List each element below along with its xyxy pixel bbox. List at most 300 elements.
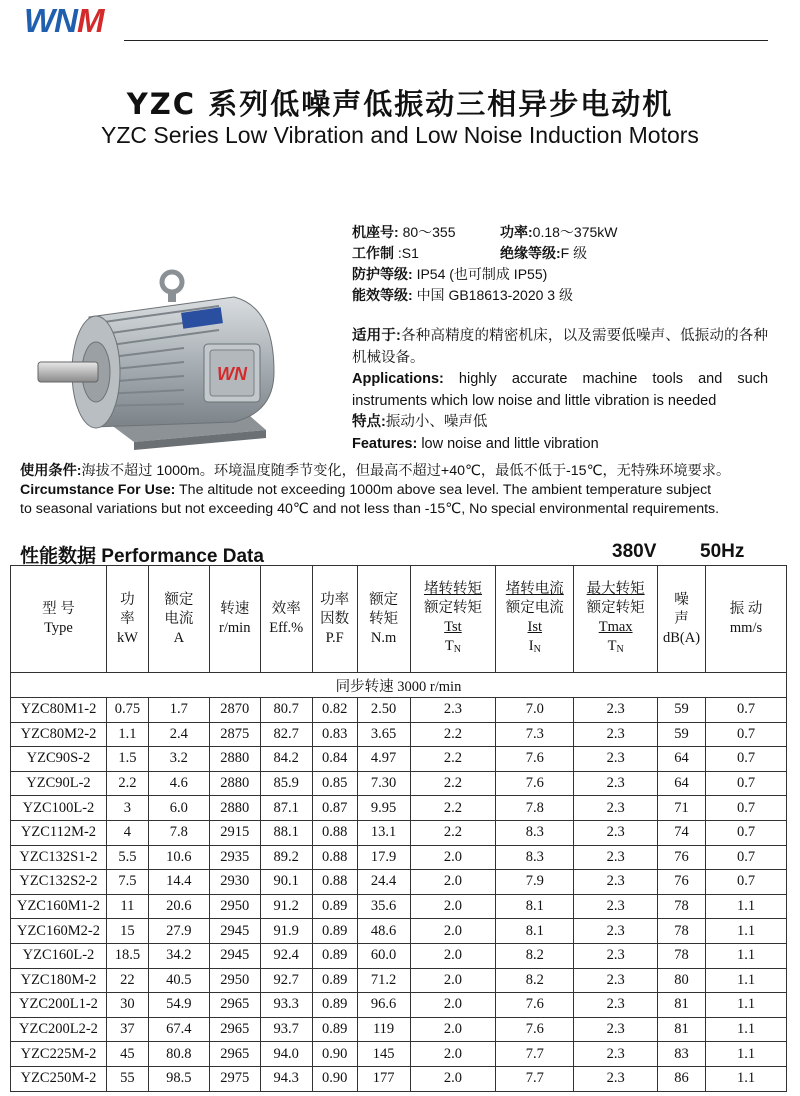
cell-vibration: 0.7 xyxy=(706,796,787,821)
protection-label: 防护等级: xyxy=(352,266,413,282)
cell-vibration: 0.7 xyxy=(706,722,787,747)
cell-noise-db: 59 xyxy=(658,698,706,723)
cell-rated-torque: 35.6 xyxy=(357,894,410,919)
cell-vibration: 1.1 xyxy=(706,894,787,919)
header-eff-cn: 效率 xyxy=(271,601,301,617)
brand-logo xyxy=(24,2,103,40)
performance-title: 性能数据 Performance Data xyxy=(20,546,264,567)
header-power-cn2: 率 xyxy=(120,610,135,627)
header-torque-cn1: 额定 xyxy=(369,591,399,608)
cell-starting-current-ratio: 8.1 xyxy=(496,919,574,944)
cell-power-factor: 0.90 xyxy=(312,1042,357,1067)
header-noise xyxy=(658,566,706,673)
cell-type: YZC80M2-2 xyxy=(11,722,107,747)
cell-max-torque-ratio: 2.3 xyxy=(574,993,658,1018)
cell-power-factor: 0.84 xyxy=(312,747,357,772)
header-pf-cn1: 功率 xyxy=(320,591,350,608)
cell-speed-rpm: 2965 xyxy=(209,1017,260,1042)
header-pf-unit: P.F xyxy=(325,629,344,646)
cell-power-kw: 45 xyxy=(106,1042,148,1067)
cell-starting-current-ratio: 8.2 xyxy=(496,943,574,968)
cell-starting-current-ratio: 8.2 xyxy=(496,968,574,993)
cell-noise-db: 78 xyxy=(658,919,706,944)
cell-max-torque-ratio: 2.3 xyxy=(574,943,658,968)
cell-starting-torque-ratio: 2.2 xyxy=(410,747,496,772)
power-value: 0.18～375kW xyxy=(532,224,618,240)
cell-speed-rpm: 2915 xyxy=(209,820,260,845)
conditions-en xyxy=(20,481,780,500)
cell-efficiency: 92.4 xyxy=(260,943,312,968)
header-current-cn2: 电流 xyxy=(164,610,194,627)
cell-type: YZC160M2-2 xyxy=(11,919,107,944)
cell-power-kw: 18.5 xyxy=(106,943,148,968)
cell-power-factor: 0.88 xyxy=(312,820,357,845)
cell-power-kw: 4 xyxy=(106,820,148,845)
header-speed-unit: r/min xyxy=(219,620,251,636)
cell-current-a: 80.8 xyxy=(148,1042,209,1067)
table-row xyxy=(11,1017,787,1042)
cell-speed-rpm: 2875 xyxy=(209,722,260,747)
cell-speed-rpm: 2975 xyxy=(209,1066,260,1091)
table-row xyxy=(11,796,787,821)
cell-speed-rpm: 2880 xyxy=(209,747,260,772)
cell-starting-torque-ratio: 2.0 xyxy=(410,1042,496,1067)
conditions-cn xyxy=(20,462,780,481)
cell-max-torque-ratio: 2.3 xyxy=(574,919,658,944)
cell-power-kw: 7.5 xyxy=(106,870,148,895)
cell-noise-db: 83 xyxy=(658,1042,706,1067)
cell-starting-torque-ratio: 2.0 xyxy=(410,870,496,895)
header-sc-num: Ist xyxy=(527,618,543,635)
application-en-text: highly accurate machine tools and such instruments which low noise and little vibration is needed xyxy=(352,371,769,409)
cell-efficiency: 89.2 xyxy=(260,845,312,870)
performance-voltage: 380V xyxy=(612,541,657,562)
cell-power-kw: 11 xyxy=(106,894,148,919)
cell-power-factor: 0.87 xyxy=(312,796,357,821)
cell-starting-current-ratio: 7.6 xyxy=(496,771,574,796)
cell-vibration: 1.1 xyxy=(706,968,787,993)
cell-starting-current-ratio: 7.0 xyxy=(496,698,574,723)
application-cn-label: 适用于: xyxy=(352,328,401,344)
cell-rated-torque: 17.9 xyxy=(357,845,410,870)
application-cn-text: 各种高精度的精密机床，以及需要低噪声、低振动的各种机械设备。 xyxy=(352,328,768,366)
cell-efficiency: 94.0 xyxy=(260,1042,312,1067)
header-vibration xyxy=(706,566,787,673)
sync-speed-label: 同步转速 3000 r/min xyxy=(11,673,787,698)
cell-max-torque-ratio: 2.3 xyxy=(574,1066,658,1091)
application-en xyxy=(352,369,768,412)
cell-max-torque-ratio: 2.3 xyxy=(574,1042,658,1067)
cell-type: YZC100L-2 xyxy=(11,796,107,821)
cell-efficiency: 90.1 xyxy=(260,870,312,895)
cell-current-a: 98.5 xyxy=(148,1066,209,1091)
cell-current-a: 4.6 xyxy=(148,771,209,796)
feature-en xyxy=(352,434,768,456)
header-torque xyxy=(357,566,410,673)
cell-vibration: 1.1 xyxy=(706,1066,787,1091)
cell-noise-db: 74 xyxy=(658,820,706,845)
table-body xyxy=(11,673,787,1092)
cell-speed-rpm: 2870 xyxy=(209,698,260,723)
cell-starting-current-ratio: 7.9 xyxy=(496,870,574,895)
header-st-cn1: 堵转转矩 xyxy=(423,580,482,597)
table-row xyxy=(11,1042,787,1067)
cell-current-a: 54.9 xyxy=(148,993,209,1018)
header-type-cn: 型 号 xyxy=(42,601,75,617)
cell-power-factor: 0.88 xyxy=(312,845,357,870)
cell-efficiency: 80.7 xyxy=(260,698,312,723)
header-type-en: Type xyxy=(44,620,73,636)
cell-noise-db: 64 xyxy=(658,771,706,796)
power-label: 功率: xyxy=(500,224,533,240)
header-current-cn1: 额定 xyxy=(164,591,194,608)
cell-power-factor: 0.89 xyxy=(312,943,357,968)
header-divider xyxy=(124,40,768,41)
cell-starting-torque-ratio: 2.0 xyxy=(410,894,496,919)
cell-starting-current-ratio: 8.1 xyxy=(496,894,574,919)
cell-starting-current-ratio: 7.8 xyxy=(496,796,574,821)
cell-noise-db: 81 xyxy=(658,993,706,1018)
cell-starting-current-ratio: 7.6 xyxy=(496,747,574,772)
cell-max-torque-ratio: 2.3 xyxy=(574,747,658,772)
cell-rated-torque: 145 xyxy=(357,1042,410,1067)
cell-max-torque-ratio: 2.3 xyxy=(574,845,658,870)
cell-starting-torque-ratio: 2.0 xyxy=(410,919,496,944)
cell-type: YZC160M1-2 xyxy=(11,894,107,919)
cell-starting-current-ratio: 8.3 xyxy=(496,820,574,845)
spec-row-protection xyxy=(352,264,772,285)
conditions-cn-label: 使用条件: xyxy=(20,463,82,479)
cell-type: YZC112M-2 xyxy=(11,820,107,845)
table-row xyxy=(11,845,787,870)
cell-starting-torque-ratio: 2.0 xyxy=(410,943,496,968)
header-power-unit: kW xyxy=(116,629,138,646)
cell-speed-rpm: 2880 xyxy=(209,771,260,796)
cell-noise-db: 59 xyxy=(658,722,706,747)
cell-vibration: 0.7 xyxy=(706,845,787,870)
header-vib-cn: 振 动 xyxy=(729,601,763,617)
header-sc-den-sub: N xyxy=(533,643,541,655)
table-row xyxy=(11,943,787,968)
cell-starting-current-ratio: 7.7 xyxy=(496,1042,574,1067)
header-mt-den-sub: N xyxy=(616,643,624,655)
table-row xyxy=(11,894,787,919)
header-power-factor xyxy=(312,566,357,673)
cell-current-a: 27.9 xyxy=(148,919,209,944)
cell-rated-torque: 7.30 xyxy=(357,771,410,796)
header-current xyxy=(148,566,209,673)
page-title-en: YZC Series Low Vibration and Low Noise Induction Motors xyxy=(101,122,699,148)
feature-cn xyxy=(352,412,768,434)
feature-cn-label: 特点: xyxy=(352,414,386,430)
conditions-en-label: Circumstance For Use: xyxy=(20,482,176,498)
cell-noise-db: 78 xyxy=(658,943,706,968)
cell-type: YZC200L1-2 xyxy=(11,993,107,1018)
cell-starting-current-ratio: 7.3 xyxy=(496,722,574,747)
cell-efficiency: 91.2 xyxy=(260,894,312,919)
cell-efficiency: 85.9 xyxy=(260,771,312,796)
cell-power-kw: 3 xyxy=(106,796,148,821)
cell-type: YZC250M-2 xyxy=(11,1066,107,1091)
cell-power-factor: 0.88 xyxy=(312,870,357,895)
table-row xyxy=(11,919,787,944)
header-starting-torque xyxy=(410,566,496,673)
cell-starting-current-ratio: 7.6 xyxy=(496,1017,574,1042)
spec-row-frame-power xyxy=(352,222,772,243)
cell-power-factor: 0.82 xyxy=(312,698,357,723)
page-title-cn: YZC 系列低噪声低振动三相异步电动机 xyxy=(126,87,674,121)
cell-rated-torque: 96.6 xyxy=(357,993,410,1018)
duty-label: 工作制 xyxy=(352,245,394,261)
conditions-en-text: The altitude not exceeding 1000m above sea level. The ambient temperature subject xyxy=(179,482,712,498)
cell-power-kw: 55 xyxy=(106,1066,148,1091)
cell-vibration: 1.1 xyxy=(706,1042,787,1067)
application-cn xyxy=(352,326,768,369)
cell-current-a: 40.5 xyxy=(148,968,209,993)
cell-type: YZC90L-2 xyxy=(11,771,107,796)
cell-power-factor: 0.83 xyxy=(312,722,357,747)
cell-noise-db: 81 xyxy=(658,1017,706,1042)
cell-max-torque-ratio: 2.3 xyxy=(574,1017,658,1042)
cell-vibration: 0.7 xyxy=(706,747,787,772)
cell-vibration: 1.1 xyxy=(706,919,787,944)
table-row xyxy=(11,771,787,796)
cell-vibration: 0.7 xyxy=(706,771,787,796)
header-power xyxy=(106,566,148,673)
cell-starting-torque-ratio: 2.0 xyxy=(410,993,496,1018)
cell-noise-db: 80 xyxy=(658,968,706,993)
cell-type: YZC132S2-2 xyxy=(11,870,107,895)
cell-power-kw: 22 xyxy=(106,968,148,993)
cell-starting-torque-ratio: 2.0 xyxy=(410,968,496,993)
cell-power-kw: 1.5 xyxy=(106,747,148,772)
cell-speed-rpm: 2965 xyxy=(209,993,260,1018)
logo-last-letter: M xyxy=(76,2,104,39)
cell-power-kw: 37 xyxy=(106,1017,148,1042)
cell-rated-torque: 3.65 xyxy=(357,722,410,747)
cell-power-kw: 30 xyxy=(106,993,148,1018)
cell-vibration: 0.7 xyxy=(706,820,787,845)
conditions-en-line2: to seasonal variations but not exceeding 40℃ and not less than -15℃, No special environmental requirements. xyxy=(20,501,720,517)
cell-current-a: 14.4 xyxy=(148,870,209,895)
header-mt-num: Tmax xyxy=(598,618,633,635)
cell-type: YZC200L2-2 xyxy=(11,1017,107,1042)
cell-power-factor: 0.89 xyxy=(312,919,357,944)
cell-rated-torque: 4.97 xyxy=(357,747,410,772)
cell-current-a: 1.7 xyxy=(148,698,209,723)
header-pf-cn2: 因数 xyxy=(320,610,350,627)
cell-current-a: 6.0 xyxy=(148,796,209,821)
cell-starting-torque-ratio: 2.0 xyxy=(410,1066,496,1091)
cell-max-torque-ratio: 2.3 xyxy=(574,698,658,723)
header-power-cn1: 功 xyxy=(120,591,135,608)
cell-power-factor: 0.89 xyxy=(312,1017,357,1042)
cell-type: YZC90S-2 xyxy=(11,747,107,772)
spec-row-duty-insulation xyxy=(352,243,772,264)
cell-rated-torque: 71.2 xyxy=(357,968,410,993)
cell-efficiency: 94.3 xyxy=(260,1066,312,1091)
header-st-cn2: 额定转矩 xyxy=(423,599,482,616)
table-row xyxy=(11,698,787,723)
cell-rated-torque: 48.6 xyxy=(357,919,410,944)
header-torque-unit: N.m xyxy=(370,629,397,646)
spec-row-efficiency xyxy=(352,285,772,306)
header-torque-cn2: 转矩 xyxy=(369,610,399,627)
cell-speed-rpm: 2965 xyxy=(209,1042,260,1067)
cell-starting-torque-ratio: 2.2 xyxy=(410,796,496,821)
header-st-num: Tst xyxy=(444,618,462,635)
header-starting-current xyxy=(496,566,574,673)
header-sc-cn2: 额定电流 xyxy=(505,599,564,616)
header-sc-cn1: 堵转电流 xyxy=(505,580,564,597)
cell-starting-torque-ratio: 2.0 xyxy=(410,1017,496,1042)
header-noise-cn1: 噪 xyxy=(674,591,689,608)
application-en-label: Applications: xyxy=(352,371,444,387)
table-row xyxy=(11,820,787,845)
feature-en-text: low noise and little vibration xyxy=(421,435,599,452)
header-efficiency xyxy=(260,566,312,673)
cell-power-factor: 0.89 xyxy=(312,968,357,993)
table-row xyxy=(11,993,787,1018)
cell-max-torque-ratio: 2.3 xyxy=(574,968,658,993)
cell-starting-current-ratio: 7.7 xyxy=(496,1066,574,1091)
table-row xyxy=(11,722,787,747)
cell-starting-torque-ratio: 2.3 xyxy=(410,698,496,723)
cell-max-torque-ratio: 2.3 xyxy=(574,722,658,747)
motor-badge-text: WN xyxy=(217,364,247,384)
motor-illustration xyxy=(34,262,290,450)
header-sc-den: I xyxy=(528,637,534,654)
cell-speed-rpm: 2950 xyxy=(209,894,260,919)
header-mt-cn1: 最大转矩 xyxy=(586,580,645,597)
header-speed-cn: 转速 xyxy=(220,601,250,617)
conditions-cn-text: 海拔不超过 1000m。环境温度随季节变化，但最高不超过+40℃，最低不低于-15℃，无特殊环境要求。 xyxy=(81,463,731,479)
cell-vibration: 0.7 xyxy=(706,870,787,895)
cell-speed-rpm: 2880 xyxy=(209,796,260,821)
cell-power-kw: 15 xyxy=(106,919,148,944)
performance-frequency: 50Hz xyxy=(700,541,745,562)
cell-vibration: 0.7 xyxy=(706,698,787,723)
application-section xyxy=(352,326,768,455)
protection-value: IP54 (也可制成 IP55) xyxy=(416,266,548,282)
header-vib-unit: mm/s xyxy=(729,620,763,636)
cell-speed-rpm: 2930 xyxy=(209,870,260,895)
frame-label: 机座号: xyxy=(352,224,399,240)
cell-max-torque-ratio: 2.3 xyxy=(574,820,658,845)
logo-main-text: WN xyxy=(24,2,77,39)
cell-speed-rpm: 2945 xyxy=(209,943,260,968)
cell-current-a: 3.2 xyxy=(148,747,209,772)
cell-noise-db: 76 xyxy=(658,845,706,870)
header-mt-cn2: 额定转矩 xyxy=(586,599,645,616)
cell-efficiency: 91.9 xyxy=(260,919,312,944)
cell-efficiency: 93.7 xyxy=(260,1017,312,1042)
cell-starting-torque-ratio: 2.2 xyxy=(410,722,496,747)
header-st-den-sub: N xyxy=(453,643,461,655)
cell-rated-torque: 9.95 xyxy=(357,796,410,821)
cell-efficiency: 93.3 xyxy=(260,993,312,1018)
cell-starting-torque-ratio: 2.2 xyxy=(410,820,496,845)
cell-power-kw: 2.2 xyxy=(106,771,148,796)
cell-power-factor: 0.89 xyxy=(312,894,357,919)
cell-noise-db: 76 xyxy=(658,870,706,895)
frame-value: 80～355 xyxy=(402,224,456,240)
cell-vibration: 1.1 xyxy=(706,993,787,1018)
table-row xyxy=(11,1066,787,1091)
cell-max-torque-ratio: 2.3 xyxy=(574,870,658,895)
cell-type: YZC80M1-2 xyxy=(11,698,107,723)
cell-efficiency: 82.7 xyxy=(260,722,312,747)
cell-current-a: 7.8 xyxy=(148,820,209,845)
cell-vibration: 1.1 xyxy=(706,943,787,968)
header-type xyxy=(11,566,107,673)
cell-efficiency: 87.1 xyxy=(260,796,312,821)
cell-power-kw: 0.75 xyxy=(106,698,148,723)
cell-speed-rpm: 2945 xyxy=(209,919,260,944)
cell-starting-current-ratio: 8.3 xyxy=(496,845,574,870)
cell-current-a: 34.2 xyxy=(148,943,209,968)
cell-type: YZC160L-2 xyxy=(11,943,107,968)
header-st-den: T xyxy=(444,637,454,654)
cell-speed-rpm: 2935 xyxy=(209,845,260,870)
cell-rated-torque: 119 xyxy=(357,1017,410,1042)
cell-rated-torque: 177 xyxy=(357,1066,410,1091)
usage-conditions xyxy=(20,462,780,519)
header-eff-unit: Eff.% xyxy=(269,620,304,636)
cell-vibration: 1.1 xyxy=(706,1017,787,1042)
cell-power-factor: 0.90 xyxy=(312,1066,357,1091)
cell-type: YZC132S1-2 xyxy=(11,845,107,870)
cell-noise-db: 71 xyxy=(658,796,706,821)
feature-en-label: Features: xyxy=(352,435,418,452)
table-row xyxy=(11,747,787,772)
header-speed xyxy=(209,566,260,673)
table-header-row xyxy=(11,566,787,673)
cell-power-factor: 0.89 xyxy=(312,993,357,1018)
cell-type: YZC180M-2 xyxy=(11,968,107,993)
efficiency-value: 中国 GB18613-2020 3 级 xyxy=(416,287,573,303)
cell-power-factor: 0.85 xyxy=(312,771,357,796)
cell-starting-torque-ratio: 2.2 xyxy=(410,771,496,796)
cell-noise-db: 64 xyxy=(658,747,706,772)
performance-table xyxy=(10,565,787,1092)
cell-efficiency: 92.7 xyxy=(260,968,312,993)
cell-current-a: 10.6 xyxy=(148,845,209,870)
cell-type: YZC225M-2 xyxy=(11,1042,107,1067)
cell-rated-torque: 13.1 xyxy=(357,820,410,845)
cell-current-a: 67.4 xyxy=(148,1017,209,1042)
cell-noise-db: 78 xyxy=(658,894,706,919)
cell-current-a: 20.6 xyxy=(148,894,209,919)
insulation-label: 绝缘等级: xyxy=(500,245,561,261)
cell-rated-torque: 24.4 xyxy=(357,870,410,895)
spec-list xyxy=(352,222,772,306)
cell-rated-torque: 60.0 xyxy=(357,943,410,968)
cell-max-torque-ratio: 2.3 xyxy=(574,796,658,821)
header-mt-den: T xyxy=(607,637,617,654)
cell-starting-torque-ratio: 2.0 xyxy=(410,845,496,870)
cell-speed-rpm: 2950 xyxy=(209,968,260,993)
cell-power-kw: 5.5 xyxy=(106,845,148,870)
sync-speed-row xyxy=(11,673,787,698)
cell-max-torque-ratio: 2.3 xyxy=(574,894,658,919)
cell-power-kw: 1.1 xyxy=(106,722,148,747)
header-max-torque xyxy=(574,566,658,673)
insulation-value: F 级 xyxy=(560,245,588,261)
header-noise-unit: dB(A) xyxy=(663,629,701,646)
cell-rated-torque: 2.50 xyxy=(357,698,410,723)
header-current-unit: A xyxy=(173,629,185,646)
